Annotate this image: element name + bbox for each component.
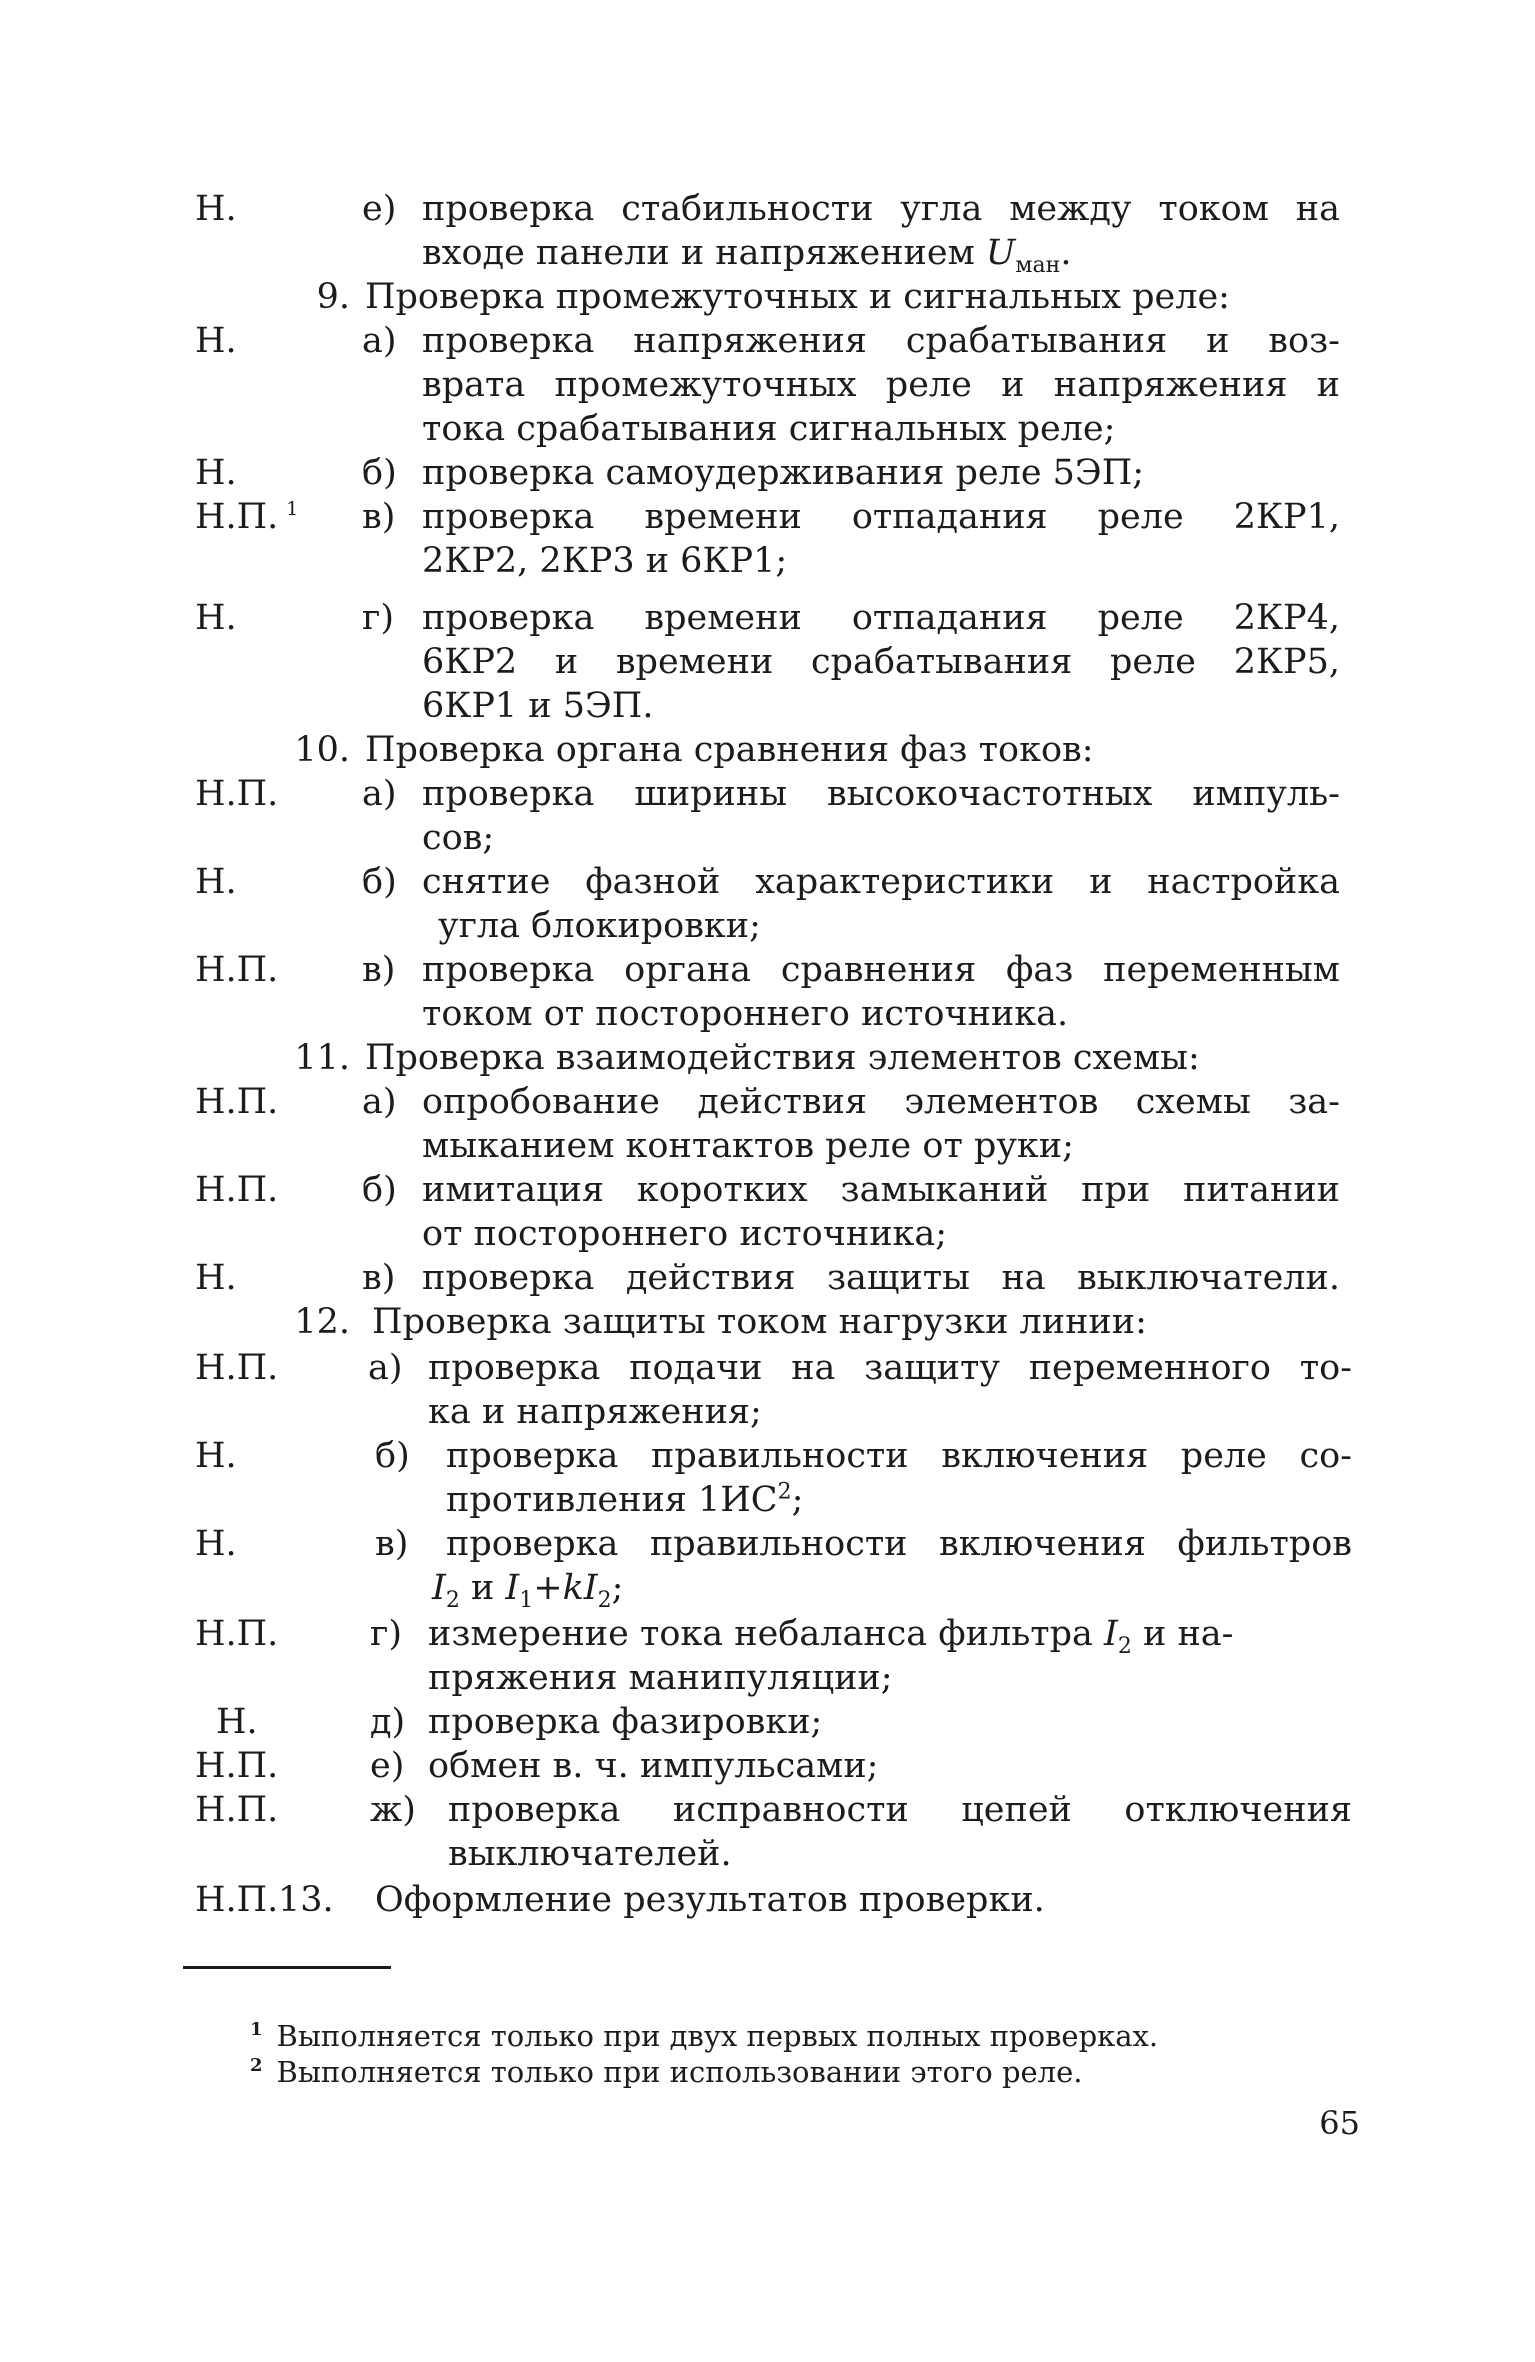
item-text: от постороннего источника; xyxy=(422,1214,948,1254)
item-12a-cont xyxy=(0,1390,1535,1434)
item-12zh xyxy=(0,1788,1535,1832)
item-text: противления $1ИС^2$; xyxy=(446,1479,804,1520)
item-9g xyxy=(0,596,1535,640)
item-text: проверка самоудерживания реле 5ЭП; xyxy=(422,453,1145,493)
mark: Н. xyxy=(195,453,237,493)
item-8e-cont xyxy=(0,231,1535,278)
item-letter: в) xyxy=(362,497,396,537)
item-12b-cont xyxy=(0,1478,1535,1522)
item-text: проверка напряжения срабатывания и воз- xyxy=(422,321,1340,361)
item-text: измерение тока небаланса фильтра $I_2$ и на- xyxy=(428,1614,1234,1659)
item-letter: д) xyxy=(370,1702,406,1742)
mark: Н. xyxy=(195,1524,237,1564)
section-12-heading xyxy=(0,1300,1535,1344)
section-title: Проверка промежуточных и сигнальных реле: xyxy=(365,277,1230,317)
section-9-heading xyxy=(0,275,1535,319)
item-text: проверка стабильности угла между током на xyxy=(422,189,1340,229)
mark: Н.П. xyxy=(195,1746,279,1786)
item-text: обмен в. ч. импульсами; xyxy=(428,1746,879,1786)
item-text: проверка исправности цепей отключения xyxy=(448,1790,1352,1830)
mark: Н. xyxy=(195,1436,237,1476)
item-letter: б) xyxy=(362,1170,397,1210)
footnote-marker: 2 xyxy=(250,2055,263,2077)
item-text: мыканием контактов реле от руки; xyxy=(422,1126,1074,1166)
item-letter: а) xyxy=(368,1348,403,1388)
footnote-marker: 2 xyxy=(777,1479,792,1505)
item-text: сов; xyxy=(422,818,495,858)
item-text: имитация коротких замыканий при питании xyxy=(422,1170,1340,1210)
item-text: проверка действия защиты на выключатели. xyxy=(422,1258,1340,1298)
item-9a-cont xyxy=(0,407,1535,451)
item-9g-cont xyxy=(0,640,1535,684)
item-text: проверка органа сравнения фаз переменным xyxy=(422,950,1340,990)
subscript: ман xyxy=(1015,253,1061,278)
item-text: входе панели и напряжением $U_{ман}$. xyxy=(422,233,1072,278)
mark: Н.П. xyxy=(195,774,279,814)
item-9a xyxy=(0,319,1535,363)
section-11-heading xyxy=(0,1036,1535,1080)
item-text: проверка подачи на защиту переменного то- xyxy=(428,1348,1352,1388)
item-12d xyxy=(0,1700,1535,1744)
item-12v xyxy=(0,1522,1535,1566)
item-text: опробование действия элементов схемы за- xyxy=(422,1082,1340,1122)
item-text: проверка правильности включения фильтров xyxy=(446,1524,1352,1564)
item-text: 6КР1 и 5ЭП. xyxy=(422,686,654,726)
item-9v xyxy=(0,495,1535,539)
mark: Н.П. xyxy=(195,950,279,990)
item-letter: г) xyxy=(370,1614,402,1654)
footnote-divider xyxy=(183,1966,391,1969)
footnote-marker: 1 xyxy=(286,498,299,521)
item-letter: г) xyxy=(362,598,394,638)
mark: Н.П. xyxy=(195,1348,279,1388)
formula: $I_2$ и $I_1+kI_2$; xyxy=(432,1568,624,1613)
item-10b xyxy=(0,860,1535,904)
item-text: током от постороннего источника. xyxy=(422,994,1069,1034)
section-number: 9. xyxy=(316,277,350,317)
item-letter: е) xyxy=(370,1746,405,1786)
section-title: Проверка защиты током нагрузки линии: xyxy=(372,1302,1147,1342)
mark: Н. xyxy=(195,1258,237,1298)
item-text: ка и напряжения; xyxy=(428,1392,762,1432)
item-letter: б) xyxy=(362,453,397,493)
item-10a xyxy=(0,772,1535,816)
section-number: 13. xyxy=(278,1880,334,1920)
item-10a-cont xyxy=(0,816,1535,860)
section-number: 12. xyxy=(294,1302,350,1342)
item-11a xyxy=(0,1080,1535,1124)
footnote-2 xyxy=(250,2054,1083,2090)
section-number: 11. xyxy=(294,1038,350,1078)
item-text: тока срабатывания сигнальных реле; xyxy=(422,409,1116,449)
item-12g xyxy=(0,1612,1535,1659)
item-11v xyxy=(0,1256,1535,1300)
item-text: проверка времени отпадания реле 2КР4, xyxy=(422,598,1340,638)
item-11b-cont xyxy=(0,1212,1535,1256)
section-title: Проверка органа сравнения фаз токов: xyxy=(365,730,1094,770)
mark: Н.П. xyxy=(195,1170,279,1210)
item-10v xyxy=(0,948,1535,992)
item-letter: е) xyxy=(362,189,397,229)
symbol-u: U xyxy=(985,233,1016,273)
footnote-text: Выполняется только при двух первых полных проверках. xyxy=(276,2019,1159,2053)
item-12a xyxy=(0,1346,1535,1390)
mark: Н. xyxy=(195,321,237,361)
item-12b xyxy=(0,1434,1535,1478)
mark: Н. xyxy=(216,1702,258,1742)
item-8e xyxy=(0,187,1535,231)
item-text: проверка ширины высокочастотных импуль- xyxy=(422,774,1340,814)
section-title: Оформление результатов проверки. xyxy=(375,1880,1045,1920)
item-12zh-cont xyxy=(0,1832,1535,1876)
item-letter: а) xyxy=(362,321,397,361)
mark: Н. xyxy=(195,598,237,638)
item-11b xyxy=(0,1168,1535,1212)
item-text: 6КР2 и времени срабатывания реле 2КР5, xyxy=(422,642,1340,682)
item-letter: в) xyxy=(362,950,396,990)
item-text: 2КР2, 2КР3 и 6КР1; xyxy=(422,541,788,581)
item-letter: б) xyxy=(362,862,397,902)
page-number: 65 xyxy=(1319,2104,1360,2142)
item-9g-cont xyxy=(0,684,1535,728)
item-letter: б) xyxy=(375,1436,410,1476)
mark: Н. xyxy=(195,862,237,902)
item-10b-cont xyxy=(0,904,1535,948)
mark: Н.П. xyxy=(195,1880,279,1920)
item-10v-cont xyxy=(0,992,1535,1036)
item-12v-cont xyxy=(0,1566,1535,1613)
footnote-marker: 1 xyxy=(250,2019,263,2041)
item-12e xyxy=(0,1744,1535,1788)
footnote-text: Выполняется только при использовании этого реле. xyxy=(276,2055,1083,2089)
item-12g-cont xyxy=(0,1656,1535,1700)
item-9v-cont xyxy=(0,539,1535,583)
item-text: снятие фазной характеристики и настройка xyxy=(422,862,1340,902)
item-letter: ж) xyxy=(370,1790,416,1830)
item-letter: в) xyxy=(362,1258,396,1298)
mark: Н.П. $^1$ xyxy=(195,497,299,537)
item-text: врата промежуточных реле и напряжения и xyxy=(422,365,1340,405)
item-letter: а) xyxy=(362,774,397,814)
item-text: проверка фазировки; xyxy=(428,1702,823,1742)
item-11a-cont xyxy=(0,1124,1535,1168)
item-9a-cont xyxy=(0,363,1535,407)
section-10-heading xyxy=(0,728,1535,772)
item-text: пряжения манипуляции; xyxy=(428,1658,893,1698)
item-letter: в) xyxy=(375,1524,409,1564)
mark: Н.П. xyxy=(195,1614,279,1654)
footnote-1 xyxy=(250,2018,1158,2054)
item-letter: а) xyxy=(362,1082,397,1122)
mark: Н.П. xyxy=(195,1790,279,1830)
section-number: 10. xyxy=(294,730,350,770)
item-text: проверка правильности включения реле со- xyxy=(446,1436,1352,1476)
mark: Н. xyxy=(195,189,237,229)
item-text: проверка времени отпадания реле 2КР1, xyxy=(422,497,1340,537)
section-title: Проверка взаимодействия элементов схемы: xyxy=(365,1038,1200,1078)
item-text: угла блокировки; xyxy=(438,906,761,946)
mark: Н.П. xyxy=(195,1082,279,1122)
section-13-heading xyxy=(0,1878,1535,1922)
item-text: выключателей. xyxy=(448,1834,732,1874)
item-9b xyxy=(0,451,1535,495)
